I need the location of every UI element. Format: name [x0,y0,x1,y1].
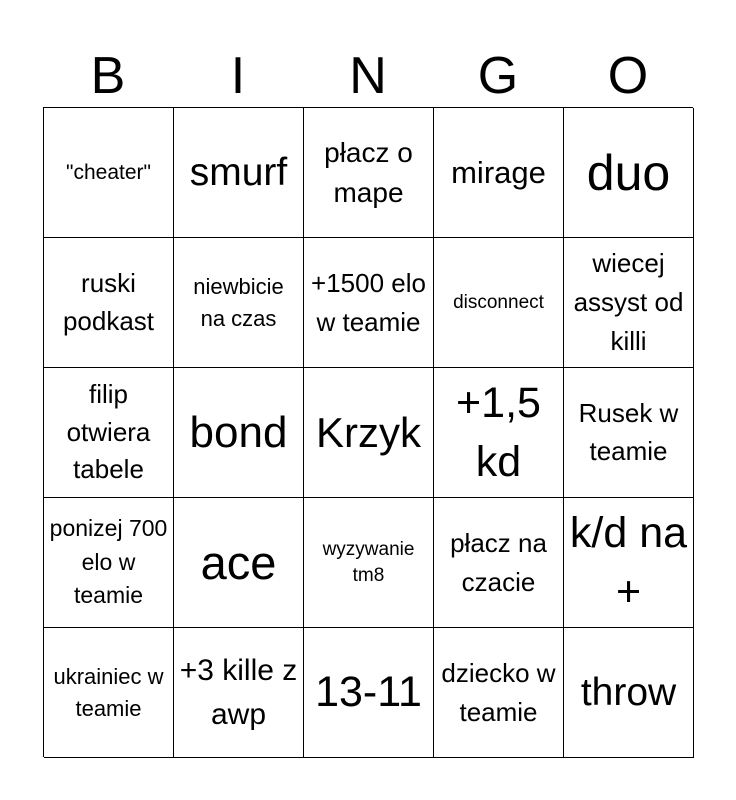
cell-text: dziecko w teamie [441,657,556,727]
bingo-cell[interactable] [44,238,174,368]
cell-text: "cheater" [66,160,151,184]
cell-text: wiecej assyst od killi [573,248,684,356]
bingo-cell[interactable] [434,628,564,758]
bingo-header [43,44,693,108]
bingo-cell[interactable] [174,628,304,758]
cell-text: throw [580,670,677,714]
bingo-cell[interactable] [174,368,304,498]
cell-text: płacz na czacie [450,527,547,597]
cell-text: ponizej 700 elo w teamie [49,515,168,609]
bingo-cell[interactable] [174,238,304,368]
cell-text: ruski podkast [62,267,155,336]
header-letter-i: I [230,47,246,105]
cell-text: filip otwiera tabele [66,378,151,485]
cell-text: bond [189,407,288,457]
bingo-cell[interactable] [564,238,694,368]
cell-text: wyzywanie tm8 [322,538,415,586]
bingo-cell[interactable] [44,368,174,498]
bingo-cell[interactable] [434,238,564,368]
header-letter-n: N [349,47,387,105]
bingo-board [43,107,693,757]
bingo-cell[interactable] [434,108,564,238]
bingo-cell[interactable] [564,108,694,238]
cell-text: +1,5 kd [456,379,541,486]
bingo-cell[interactable] [44,108,174,238]
bingo-cell[interactable] [174,108,304,238]
header-letter-o: O [607,47,649,105]
cell-text: 13-11 [315,668,422,717]
cell-text: niewbicie na czas [193,273,284,331]
bingo-cell[interactable] [174,498,304,628]
cell-text: ace [200,536,277,589]
cell-text: płacz o mape [324,137,413,208]
cell-text: mirage [451,154,546,190]
bingo-cell[interactable] [564,498,694,628]
cell-text: duo [586,144,671,201]
cell-text: +3 kille z awp [179,654,298,731]
cell-text: ukrainiec w teamie [53,663,164,721]
cell-text: Rusek w teamie [578,397,679,466]
bingo-cell[interactable] [44,628,174,758]
bingo-cell[interactable] [434,368,564,498]
bingo-cell[interactable] [304,238,434,368]
cell-text: Krzyk [316,408,421,456]
cell-text: k/d na + [569,509,688,616]
bingo-cell[interactable] [304,628,434,758]
bingo-cell[interactable] [434,498,564,628]
bingo-cell[interactable] [304,368,434,498]
cell-text: smurf [189,150,288,194]
bingo-cell[interactable] [564,628,694,758]
bingo-cell[interactable] [304,498,434,628]
cell-text: +1500 elo w teamie [311,267,426,337]
bingo-cell[interactable] [44,498,174,628]
header-letter-b: B [90,47,126,105]
bingo-cell[interactable] [564,368,694,498]
bingo-cell[interactable] [304,108,434,238]
header-letter-g: G [477,47,519,105]
cell-text: disconnect [453,291,544,313]
